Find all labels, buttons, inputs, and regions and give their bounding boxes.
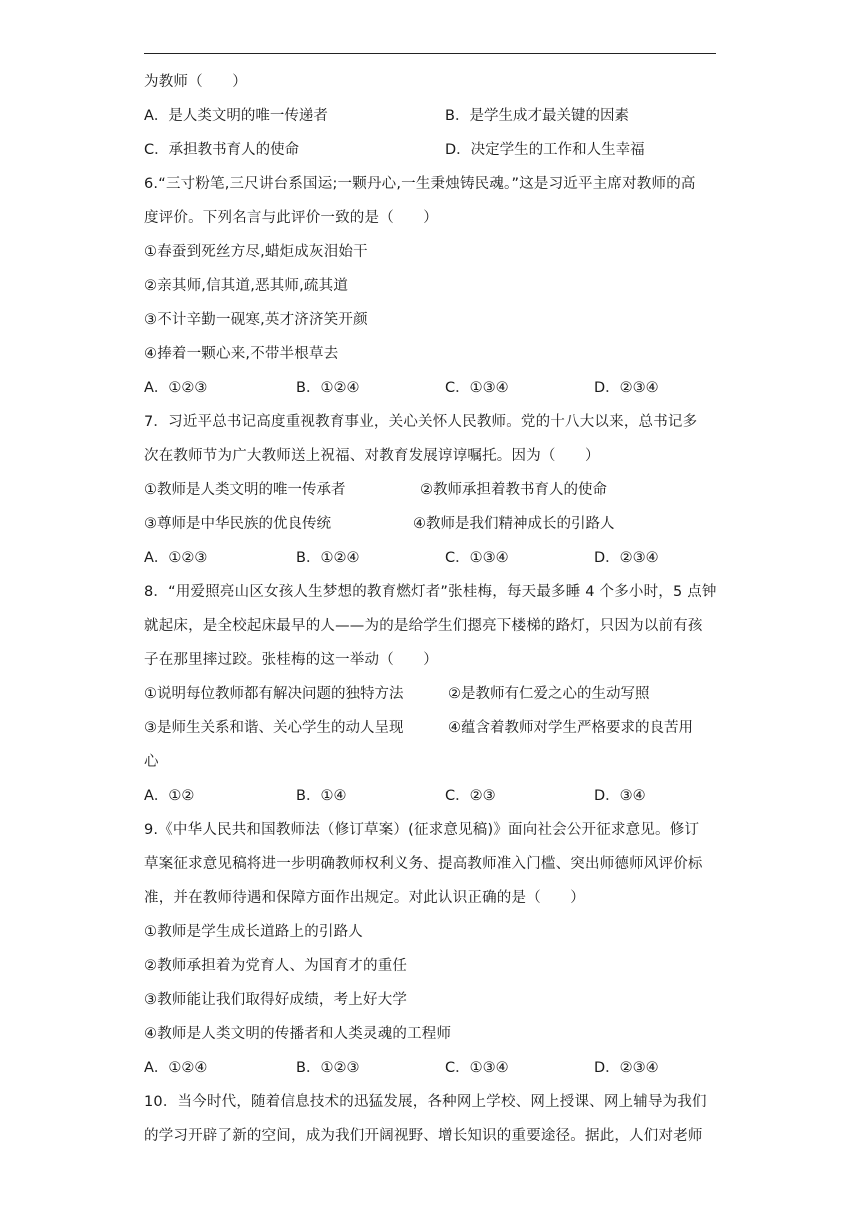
q8-statement-4: ④蕴含着教师对学生严格要求的良苦用 <box>448 720 693 736</box>
q8-option-a: A．①② <box>144 788 195 804</box>
q6-option-b: B．①②④ <box>296 380 360 396</box>
question-10-stem: 10．当今时代，随着信息技术的迅猛发展，各种网上学校、网上授课、网上辅导为我们 <box>144 1094 707 1110</box>
question-6-stem-cont: 度评价。下列名言与此评价一致的是（ ） <box>144 210 438 226</box>
question-8-stem-cont-1: 就起床，是全校起床最早的人——为的是给学生们摁亮下楼梯的路灯，只因为以前有孩 <box>144 618 703 634</box>
q5-option-a: A．是人类文明的唯一传递者 <box>144 108 328 124</box>
q9-statement-4: ④教师是人类文明的传播者和人类灵魂的工程师 <box>144 1026 452 1042</box>
q7-option-d: D．②③④ <box>594 550 659 566</box>
q6-statement-3: ③不计辛勤一砚寒,英才济济笑开颜 <box>144 312 368 328</box>
q7-statement-2: ②教师承担着教书育人的使命 <box>420 482 607 498</box>
q5-option-d: D．决定学生的工作和人生幸福 <box>445 142 645 158</box>
q6-statement-1: ①春蚕到死丝方尽,蜡炬成灰泪始干 <box>144 244 368 260</box>
header-rule <box>144 53 716 54</box>
q7-option-a: A．①②③ <box>144 550 208 566</box>
q8-statement-3: ③是师生关系和谐、关心学生的动人呈现 <box>144 720 404 736</box>
q8-option-b: B．①④ <box>296 788 347 804</box>
q9-statement-3: ③教师能让我们取得好成绩，考上好大学 <box>144 992 408 1008</box>
q9-statement-1: ①教师是学生成长道路上的引路人 <box>144 924 363 940</box>
q6-statement-2: ②亲其师,信其道,恶其师,疏其道 <box>144 278 349 294</box>
q8-option-c: C．②③ <box>445 788 496 804</box>
q8-option-d: D．③④ <box>594 788 646 804</box>
question-9-stem-cont-2: 准，并在教师待遇和保障方面作出规定。对此认识正确的是（ ） <box>144 890 585 906</box>
question-5-stem-end: 为教师（ ） <box>144 74 247 90</box>
q7-option-b: B．①②④ <box>296 550 360 566</box>
q9-statement-2: ②教师承担着为党育人、为国育才的重任 <box>144 958 408 974</box>
q9-option-c: C．①③④ <box>445 1060 509 1076</box>
question-6-stem: 6.“三寸粉笔,三尺讲台系国运;一颗丹心,一生秉烛铸民魂。”这是习近平主席对教师的高 <box>144 176 696 192</box>
q9-option-b: B．①②③ <box>296 1060 360 1076</box>
q5-option-c: C．承担教书育人的使命 <box>144 142 300 158</box>
q6-option-a: A．①②③ <box>144 380 208 396</box>
q5-option-b: B．是学生成才最关键的因素 <box>445 108 629 124</box>
q6-statement-4: ④捧着一颗心来,不带半根草去 <box>144 346 339 362</box>
q8-statement-1: ①说明每位教师都有解决问题的独特方法 <box>144 686 404 702</box>
q8-statement-2: ②是教师有仁爱之心的生动写照 <box>448 686 650 702</box>
question-10-stem-cont: 的学习开辟了新的空间，成为我们开阔视野、增长知识的重要途径。据此，人们对老师 <box>144 1128 703 1144</box>
q7-statement-4: ④教师是我们精神成长的引路人 <box>413 516 615 532</box>
q7-statement-1: ①教师是人类文明的唯一传承者 <box>144 482 346 498</box>
q9-option-a: A．①②④ <box>144 1060 208 1076</box>
q6-option-c: C．①③④ <box>445 380 509 396</box>
question-7-stem-cont: 次在教师节为广大教师送上祝福、对教育发展谆谆嘱托。因为（ ） <box>144 448 600 464</box>
question-7-stem: 7．习近平总书记高度重视教育事业，关心关怀人民教师。党的十八大以来，总书记多 <box>144 414 698 430</box>
q9-option-d: D．②③④ <box>594 1060 659 1076</box>
q6-option-d: D．②③④ <box>594 380 659 396</box>
question-8-stem: 8．“用爱照亮山区女孩人生梦想的教育燃灯者”张桂梅，每天最多睡 4 个多小时，5 点钟 <box>144 584 717 600</box>
question-9-stem-cont-1: 草案征求意见稿将进一步明确教师权利义务、提高教师准入门槛、突出师德师风评价标 <box>144 856 703 872</box>
question-9-stem: 9.《中华人民共和国教师法（修订草案）(征求意见稿)》面向社会公开征求意见。修订 <box>144 822 700 838</box>
q7-option-c: C．①③④ <box>445 550 509 566</box>
q8-statement-4-cont: 心 <box>144 754 159 770</box>
q7-statement-3: ③尊师是中华民族的优良传统 <box>144 516 331 532</box>
question-8-stem-cont-2: 子在那里摔过跤。张桂梅的这一举动（ ） <box>144 652 438 668</box>
